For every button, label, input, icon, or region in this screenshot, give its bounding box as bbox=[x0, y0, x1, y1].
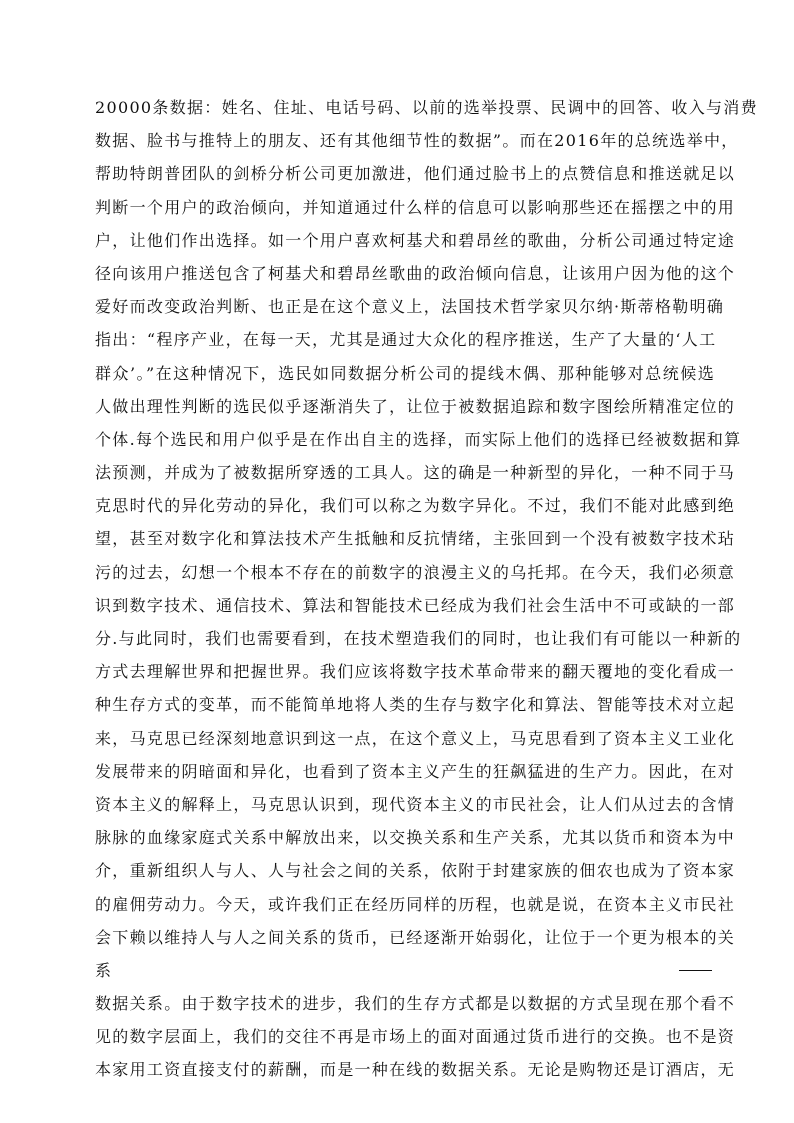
text-line: 20000条数据：姓名、住址、电话号码、以前的选举投票、民调中的回答、收入与消费 bbox=[95, 98, 758, 117]
text-line: 本家用工资直接支付的薪酬，而是一种在线的数据关系。无论是购物还是订酒店，无 bbox=[95, 1060, 736, 1080]
text-line: 法预测，并成为了被数据所穿透的工具人。这的确是一种新型的异化，一种不同于马 bbox=[95, 463, 736, 483]
text-line: 污的过去，幻想一个根本不存在的前数字的浪漫主义的乌托邦。在今天，我们必须意 bbox=[95, 562, 736, 582]
text-line: 判断一个用户的政治倾向，并知道通过什么样的信息可以影响那些还在摇摆之中的用 bbox=[95, 197, 736, 217]
text-line: 群众’。”在这种情况下，选民如同数据分析公司的提线木偶、那种能够对总统候选 bbox=[95, 363, 715, 383]
text-line: 资本主义的解释上，马克思认识到，现代资本主义的市民社会，让人们从过去的含情 bbox=[95, 794, 736, 814]
text-line: 个体.每个选民和用户似乎是在作出自主的选择，而实际上他们的选择已经被数据和算 bbox=[95, 429, 742, 449]
text-line: 分.与此同时，我们也需要看到，在技术塑造我们的同时，也让我们有可能以一种新的 bbox=[95, 629, 742, 648]
text-line: 来，马克思已经深刻地意识到这一点，在这个意义上，马克思看到了资本主义工业化 bbox=[95, 728, 736, 748]
text-line: 种生存方式的变革，而不能简单地将人类的生存与数字化和算法、智能等技术对立起 bbox=[95, 695, 736, 715]
text-line: 脉脉的血缘家庭式关系中解放出来，以交换关系和生产关系，尤其以货币和资本为中 bbox=[95, 828, 736, 848]
text-line: 的雇佣劳动力。今天，或许我们正在经历同样的历程，也就是说，在资本主义市民社 bbox=[95, 894, 736, 914]
text-line: 帮助特朗普团队的剑桥分析公司更加激进，他们通过脸书上的点赞信息和推送就足以 bbox=[95, 164, 736, 184]
text-line: 介，重新组织人与人、人与社会之间的关系，依附于封建家族的佃农也成为了资本家 bbox=[95, 861, 736, 881]
text-line: 数据关系。由于数字技术的进步，我们的生存方式都是以数据的方式呈现在那个看不 bbox=[95, 994, 736, 1014]
text-line: 指出：“程序产业，在每一天，尤其是通过大众化的程序推送，生产了大量的‘人工 bbox=[95, 330, 717, 350]
text-line: 户，让他们作出选择。如一个用户喜欢柯基犬和碧昂丝的歌曲，分析公司通过特定途 bbox=[95, 230, 736, 250]
document-page bbox=[95, 91, 758, 1087]
text-line: 径向该用户推送包含了柯基犬和碧昂丝歌曲的政治倾向信息，让该用户因为他的这个 bbox=[95, 263, 736, 283]
text-line: 望，甚至对数字化和算法技术产生抵触和反抗情绪，主张回到一个没有被数字技术玷 bbox=[95, 529, 736, 549]
text-line: 爱好而改变政治判断、也正是在这个意义上，法国技术哲学家贝尔纳·斯蒂格勒明确 bbox=[95, 297, 725, 317]
text-line: 见的数字层面上，我们的交往不再是市场上的面对面通过货币进行的交换。也不是资 bbox=[95, 1027, 736, 1047]
em-dash-rule bbox=[679, 970, 712, 971]
split-line bbox=[95, 954, 715, 987]
text-line: 人做出理性判断的选民似乎逐渐消失了，让位于被数据追踪和数字图绘所精准定位的 bbox=[95, 396, 736, 416]
text-line: 识到数字技术、通信技术、算法和智能技术已经成为我们社会生活中不可或缺的一部 bbox=[95, 595, 736, 615]
text-line: 方式去理解世界和把握世界。我们应该将数字技术革命带来的翻天覆地的变化看成一 bbox=[95, 662, 736, 682]
split-line-text: 系 bbox=[95, 960, 113, 980]
text-line: 会下赖以维持人与人之间关系的货币，已经逐渐开始弱化，让位于一个更为根本的关 bbox=[95, 927, 736, 947]
text-line: 发展带来的阴暗面和异化，也看到了资本主义产生的狂飙猛进的生产力。因此，在对 bbox=[95, 761, 736, 781]
text-line: 克思时代的异化劳动的异化，我们可以称之为数字异化。不过，我们不能对此感到绝 bbox=[95, 496, 736, 516]
text-line: 数据、脸书与推特上的朋友、还有其他细节性的数据”。而在2016年的总统选举中， bbox=[95, 131, 739, 151]
